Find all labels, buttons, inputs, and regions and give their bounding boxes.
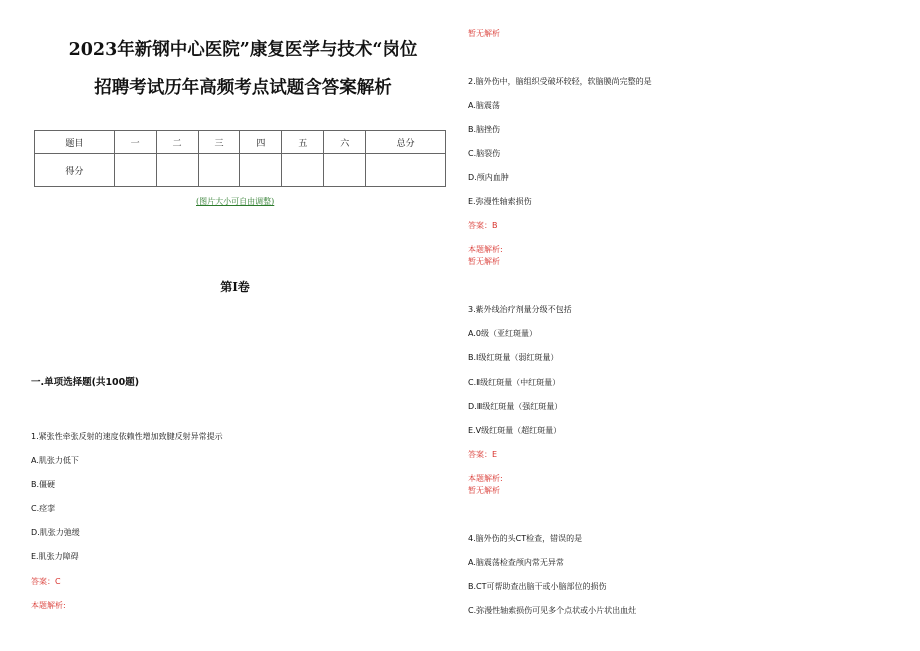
option-c: C.痉挛 bbox=[31, 504, 56, 513]
answer-text: 答案：C bbox=[31, 577, 61, 586]
option-a: A.脑震荡检查颅内常无异常 bbox=[468, 558, 564, 567]
option-a: A.脑震荡 bbox=[468, 101, 500, 110]
analysis-text: 暂无解析 bbox=[468, 257, 500, 266]
answer-text: 答案：E bbox=[468, 450, 498, 459]
volume-title: 第Ⅰ卷 bbox=[220, 280, 250, 294]
option-b: B.僵硬 bbox=[31, 480, 56, 489]
section-title: 一.单项选择题(共100题) bbox=[31, 377, 140, 388]
answer-text: 答案：B bbox=[468, 221, 498, 230]
analysis-label: 本题解析: bbox=[468, 245, 503, 254]
score-header-cell: 总分 bbox=[366, 131, 446, 154]
score-cell bbox=[240, 154, 282, 187]
option-b: B.脑挫伤 bbox=[468, 125, 501, 134]
score-cell bbox=[282, 154, 324, 187]
score-header-cell: 题目 bbox=[35, 131, 115, 154]
score-cell bbox=[156, 154, 198, 187]
analysis-label: 本题解析: bbox=[468, 474, 503, 483]
option-b: B.CT可帮助查出脑干或小脑部位的损伤 bbox=[468, 582, 607, 591]
score-cell bbox=[114, 154, 156, 187]
option-c: C.脑裂伤 bbox=[468, 149, 501, 158]
score-header-cell: 一 bbox=[114, 131, 156, 154]
option-e: E.Ⅴ级红斑量（超红斑量） bbox=[468, 426, 562, 435]
score-table bbox=[34, 130, 446, 187]
document-title-line2: 招聘考试历年高频考点试题含答案解析 bbox=[94, 78, 392, 98]
score-header-cell: 四 bbox=[240, 131, 282, 154]
question-stem: 4.脑外伤的头CT检查，错误的是 bbox=[468, 534, 583, 543]
score-header-cell: 五 bbox=[282, 131, 324, 154]
option-d: D.肌张力弛缓 bbox=[31, 528, 80, 537]
image-caption: (图片大小可自由调整) bbox=[196, 197, 275, 206]
score-cell bbox=[198, 154, 240, 187]
score-cell bbox=[324, 154, 366, 187]
document-title-line1: 2023年新钢中心医院”康复医学与技术“岗位 bbox=[68, 40, 418, 60]
analysis-text: 暂无解析 bbox=[468, 29, 500, 38]
question-stem: 3.紫外线治疗剂量分级不包括 bbox=[468, 305, 572, 314]
score-header-cell: 六 bbox=[324, 131, 366, 154]
analysis-text: 暂无解析 bbox=[468, 486, 500, 495]
score-row-label: 得分 bbox=[35, 154, 115, 187]
score-cell bbox=[366, 154, 446, 187]
option-c: C.Ⅱ级红斑量（中红斑量） bbox=[468, 378, 561, 387]
question-stem: 1.紧张性牵张反射的速度依赖性增加致腱反射异常提示 bbox=[31, 432, 223, 441]
option-a: A.0级（亚红斑量） bbox=[468, 329, 537, 338]
score-table-header-row bbox=[35, 131, 446, 154]
option-b: B.Ⅰ级红斑量（弱红斑量） bbox=[468, 353, 559, 362]
option-e: E.弥漫性轴索损伤 bbox=[468, 197, 532, 206]
right-column bbox=[460, 0, 920, 651]
question-stem: 2.脑外伤中，脑组织受破坏较轻，软脑膜尚完整的是 bbox=[468, 77, 652, 86]
option-d: D.Ⅲ级红斑量（强红斑量） bbox=[468, 402, 563, 411]
option-e: E.肌张力障碍 bbox=[31, 552, 79, 561]
option-c: C.弥漫性轴索损伤可见多个点状或小片状出血灶 bbox=[468, 606, 637, 615]
score-header-cell: 三 bbox=[198, 131, 240, 154]
option-d: D.颅内血肿 bbox=[468, 173, 509, 182]
score-table-score-row bbox=[35, 154, 446, 187]
score-header-cell: 二 bbox=[156, 131, 198, 154]
analysis-label: 本题解析: bbox=[31, 601, 66, 610]
option-a: A.肌张力低下 bbox=[31, 456, 79, 465]
